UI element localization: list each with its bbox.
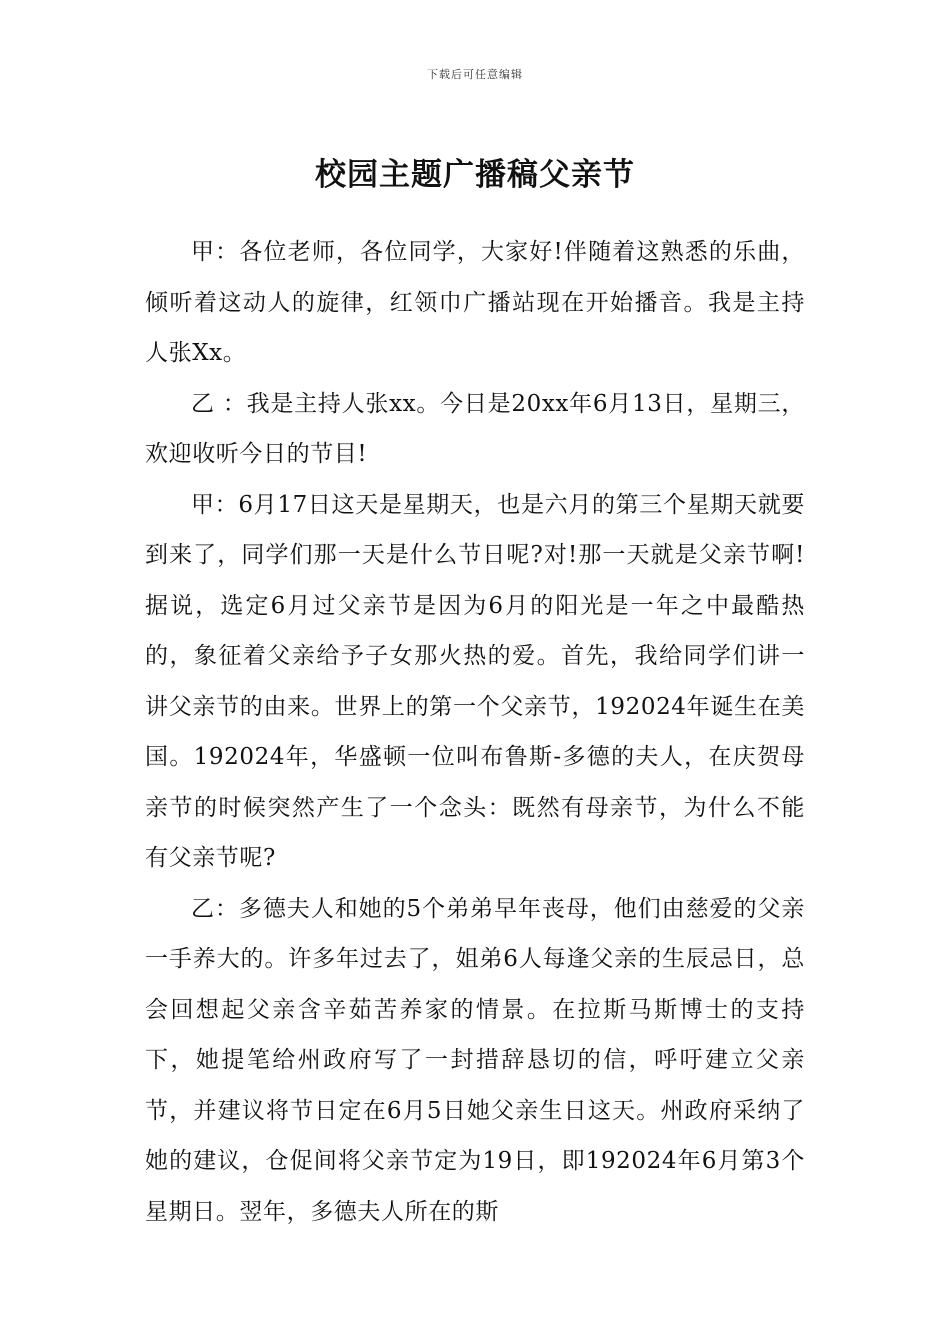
paragraph-4: 乙：多德夫人和她的5个弟弟早年丧母，他们由慈爱的父亲一手养大的。许多年过去了，姐弟6人每逢父亲的生辰忌日，总会回想起父亲含辛茹苦养家的情景。在拉斯马斯博士的支持下，她提笔给州政府写了一封措辞恳切的信，呼吁建立父亲节，并建议将节日定在6月5日她父亲生日这天。州政府采纳了她的建议，仓促间将父亲节定为19日，即192024年6月第3个星期日。翌年，多德夫人所在的斯 <box>145 895 805 1225</box>
paragraph-1: 甲：各位老师，各位同学，大家好!伴随着这熟悉的乐曲，倾听着这动人的旋律，红领巾广播站现在开始播音。我是主持人张Xx。 <box>145 239 805 366</box>
paragraph-3: 甲：6月17日这天是星期天，也是六月的第三个星期天就要到来了，同学们那一天是什么节日呢?对!那一天就是父亲节啊!据说，选定6月过父亲节是因为6月的阳光是一年之中最酷热的，象征着父亲给予子女那火热的爱。首先，我给同学们讲一讲父亲节的由来。世界上的第一个父亲节，192024年诞生在美国。192024年，华盛顿一位叫布鲁斯-多德的夫人，在庆贺母亲节的时候突然产生了一个念头：既然有母亲节，为什么不能有父亲节呢? <box>145 491 805 871</box>
document-title: 校园主题广播稿父亲节 <box>315 156 635 193</box>
page-header-note: 下载后可任意编辑 <box>427 68 523 81</box>
document-body <box>145 227 805 1237</box>
paragraph-2: 乙 ：我是主持人张xx。今日是20xx年6月13日，星期三，欢迎收听今日的节目! <box>145 390 805 467</box>
